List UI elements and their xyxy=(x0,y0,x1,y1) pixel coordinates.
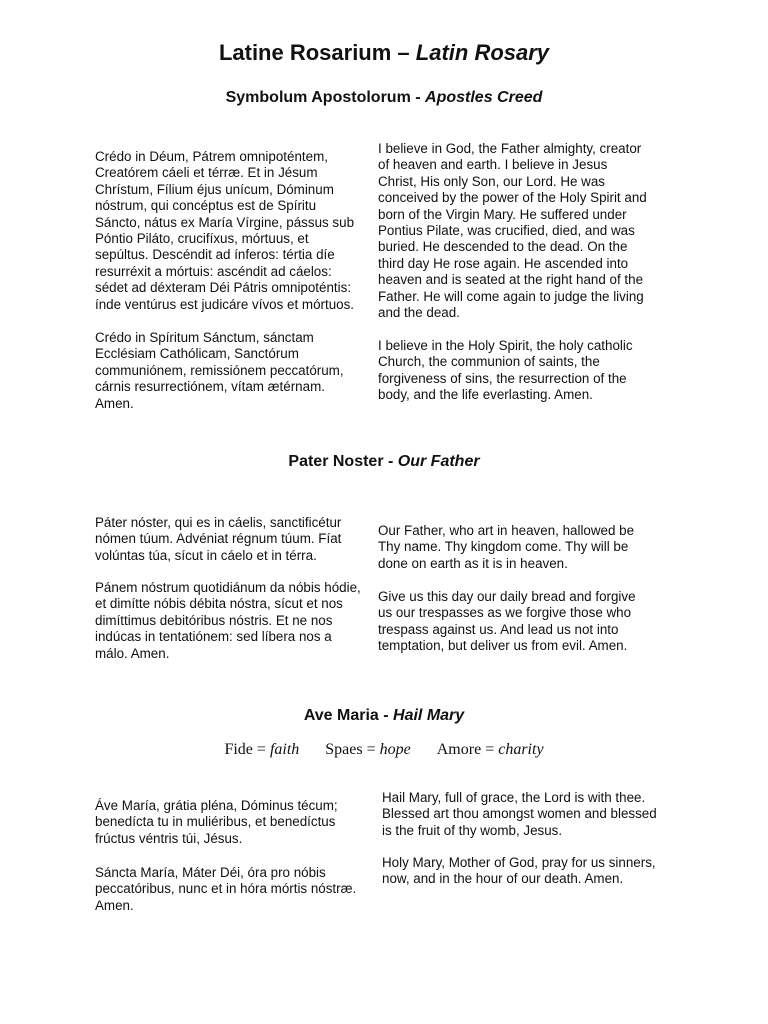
page-title-separator: – xyxy=(391,40,416,65)
page-title-english: Latin Rosary xyxy=(415,40,550,65)
virtue-hope-english: hope xyxy=(379,741,411,758)
virtue-faith-english: faith xyxy=(269,741,300,758)
creed-latin-paragraph-1: Crédo in Déum, Pátrem omnipoténtem, Creatórem cáeli et térræ. Et in Jésum Chrístum, Fílium éjus unícum, Dóminum nóstrum, qui concéptus est de Spíritu Sáncto, nátus ex María Vírgine, pássus sub Póntio Piláto, crucifíxus, mórtuus, et sepúltus. Descéndit ad ínferos: tértia díe resurréxit a mórtuis: ascéndit ad cáelos: sédet ad déxteram Déi Pátris omnipoténtis: índe ventúrus est judicáre vívos et mórtuos. xyxy=(95,149,355,312)
virtue-faith-equals: = xyxy=(252,741,270,758)
creed-heading-english: Apostles Creed xyxy=(425,89,543,106)
virtue-charity xyxy=(437,741,544,758)
ave-latin-paragraph-1: Áve María, grátia pléna, Dóminus técum; benedícta tu in muliéribus, et benedíctus frúctus véntris túi, Jésus. xyxy=(95,798,338,846)
virtue-hope xyxy=(325,741,410,758)
page-title xyxy=(0,38,768,68)
virtue-faith xyxy=(224,741,299,758)
creed-latin-paragraph-2: Crédo in Spíritum Sánctum, sánctam Ecclésiam Cathólicam, Sanctórum communiónem, remissiónem peccatórum, cárnis resurrectiónem, vítam ætérnam. Amen. xyxy=(95,330,344,411)
ave-heading-latin: Ave Maria xyxy=(303,707,379,724)
pater-heading xyxy=(0,451,768,473)
virtue-charity-latin: Amore xyxy=(436,741,482,758)
creed-heading-separator: - xyxy=(410,89,426,106)
pater-latin-paragraph-2: Pánem nóstrum quotidiánum da nóbis hódie, et dimítte nóbis débita nóstra, sícut et nos dimíttimus debitóribus nóstris. Et ne nos indúcas in tentatiónem: sed líbera nos a málo. Amen. xyxy=(95,580,361,661)
virtue-hope-latin: Spaes xyxy=(325,741,363,758)
ave-latin-paragraph-2: Sáncta María, Máter Déi, óra pro nóbis peccatóribus, nunc et in hóra mórtis nóstræ. Amen. xyxy=(95,865,357,913)
ave-english-paragraph-2: Holy Mary, Mother of God, pray for us sinners, now, and in the hour of our death. Amen. xyxy=(382,855,656,887)
virtue-faith-latin: Fide xyxy=(224,741,253,758)
virtues-line xyxy=(0,739,768,761)
pater-english-paragraph-1: Our Father, who art in heaven, hallowed be Thy name. Thy kingdom come. Thy will be done on earth as it is in heaven. xyxy=(378,523,635,571)
pater-heading-english: Our Father xyxy=(397,453,480,470)
virtue-charity-english: charity xyxy=(498,741,544,758)
creed-english-paragraph-1: I believe in God, the Father almighty, creator of heaven and earth. I believe in Jesus Christ, His only Son, our Lord. He was conceived by the power of the Holy Spirit and born of the Virgin Mary. He suffered under Pontius Pilate, was crucified, died, and was buried. He descended to the dead. On the third day He rose again. He ascended into heaven and is seated at the right hand of the Father. He will come again to judge the living and the dead. xyxy=(378,141,647,321)
pater-english-paragraph-2: Give us this day our daily bread and forgive us our trespasses as we forgive those who trespass against us. And lead us not into temptation, but deliver us from evil. Amen. xyxy=(378,589,636,654)
creed-heading-latin: Symbolum Apostolorum xyxy=(225,89,411,106)
ave-heading xyxy=(0,705,768,727)
pater-latin-paragraph-1: Páter nóster, qui es in cáelis, sanctificétur nómen túum. Advéniat régnum túum. Fíat volúntas túa, sícut in cáelo et in térra. xyxy=(95,515,342,563)
ave-heading-separator: - xyxy=(378,707,394,724)
creed-english-paragraph-2: I believe in the Holy Spirit, the holy catholic Church, the communion of saints, the forgiveness of sins, the resurrection of the body, and the life everlasting. Amen. xyxy=(378,338,633,403)
virtue-charity-equals: = xyxy=(481,741,499,758)
pater-heading-separator: - xyxy=(383,453,398,470)
pater-heading-latin: Pater Noster xyxy=(288,453,384,470)
ave-heading-english: Hail Mary xyxy=(393,707,465,724)
creed-heading xyxy=(0,87,768,109)
ave-english-paragraph-1: Hail Mary, full of grace, the Lord is with thee. Blessed art thou amongst women and blessed is the fruit of thy womb, Jesus. xyxy=(382,790,657,838)
virtue-hope-equals: = xyxy=(362,741,380,758)
page-title-latin: Latine Rosarium xyxy=(218,40,392,65)
